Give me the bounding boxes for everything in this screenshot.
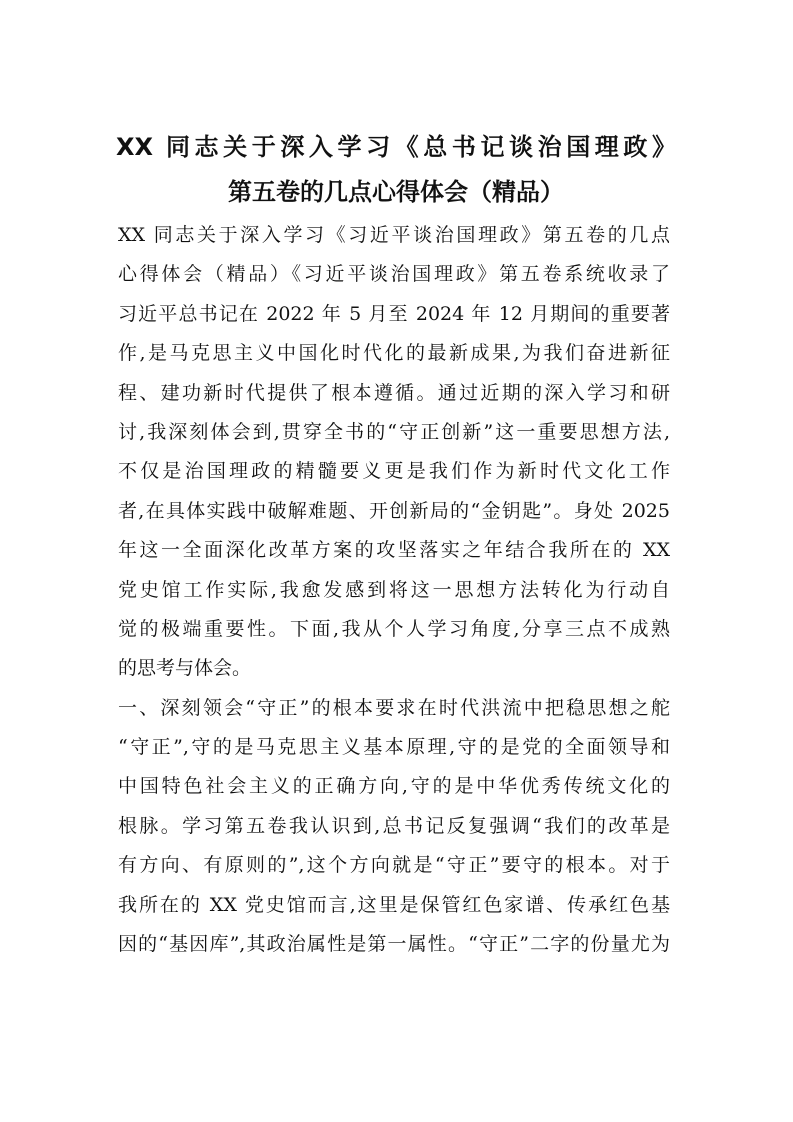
- document-body: [118, 220, 670, 968]
- text-line: 觉的极端重要性。下面,我从个人学习角度,分享三点不成熟: [118, 617, 670, 640]
- text-line: 习近平总书记在 2022 年 5 月至 2024 年 12 月期间的重要著: [118, 302, 670, 325]
- text-line: 党史馆工作实际,我愈发感到将这一思想方法转化为行动自: [118, 578, 670, 601]
- text-line: 中国特色社会主义的正确方向,守的是中华优秀传统文化的: [118, 775, 670, 798]
- intro-paragraph: [118, 220, 670, 693]
- text-line: 不仅是治国理政的精髓要义更是我们作为新时代文化工作: [118, 460, 670, 483]
- heading-line: 一、深刻领会“守正”的根本要求在时代洪流中把稳思想之舵: [118, 696, 670, 719]
- text-line: 我所在的 XX 党史馆而言,这里是保管红色家谱、传承红色基: [118, 893, 670, 916]
- text-line: 者,在具体实践中破解难题、开创新局的“金钥匙”。身处 2025: [118, 499, 670, 522]
- text-line: 讨,我深刻体会到,贯穿全书的“守正创新”这一重要思想方法,: [118, 420, 670, 443]
- text-line: XX 同志关于深入学习《习近平谈治国理政》第五卷的几点: [118, 224, 670, 246]
- text-line: 作,是马克思主义中国化时代化的最新成果,为我们奋进新征: [118, 342, 670, 365]
- text-line: 因的“基因库”,其政治属性是第一属性。“守正”二字的份量尤为: [118, 933, 670, 956]
- text-line: 的思考与体会。: [118, 657, 252, 680]
- text-line: 程、建功新时代提供了根本遵循。通过近期的深入学习和研: [118, 381, 670, 404]
- text-line: 年这一全面深化改革方案的攻坚落实之年结合我所在的 XX: [118, 539, 670, 562]
- document-title-line-1: XX 同志关于深入学习《总书记谈治国理政》: [116, 133, 676, 161]
- text-line: 根脉。学习第五卷我认识到,总书记反复强调“我们的改革是: [118, 814, 670, 837]
- text-line: “守正”,守的是马克思主义基本原理,守的是党的全面领导和: [118, 736, 670, 759]
- section-1-paragraph: [118, 732, 670, 968]
- section-heading-1: [118, 693, 670, 732]
- document-title-line-2: 第五卷的几点心得体会（精品）: [228, 178, 564, 206]
- text-line: 有方向、有原则的”,这个方向就是“守正”要守的根本。对于: [118, 854, 670, 877]
- text-line: 心得体会（精品）《习近平谈治国理政》第五卷系统收录了: [118, 263, 670, 286]
